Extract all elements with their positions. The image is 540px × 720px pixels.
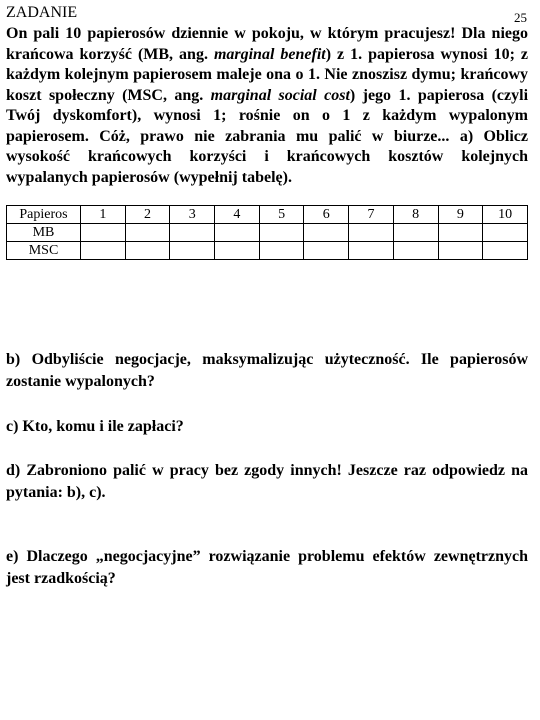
row-label-msc: MSC: [7, 242, 81, 260]
table-cell: [81, 242, 126, 260]
page-number: 25: [514, 10, 527, 25]
table-cell: [483, 224, 528, 242]
table-cell: [349, 242, 394, 260]
table-header-cell: Papieros: [7, 206, 81, 224]
question-e: e) Dlaczego „negocjacyjne” rozwiązanie problemu efektów zewnętrznych jest rzadkością?: [6, 548, 528, 587]
table-cell: [304, 224, 349, 242]
table-cell: [304, 242, 349, 260]
column-header: 4: [215, 206, 260, 224]
table-cell: [215, 224, 260, 242]
question-d: d) Zabroniono palić w pracy bez zgody innych! Jeszcze raz odpowiedz na pytania: b), c).: [6, 462, 528, 501]
column-header: 7: [349, 206, 394, 224]
table-cell: [125, 224, 170, 242]
table-cell: [438, 242, 483, 260]
table-cell: [125, 242, 170, 260]
column-header: 10: [483, 206, 528, 224]
table-header-row: [7, 206, 528, 224]
question-b: b) Odbyliście negocjacje, maksymalizując użyteczność. Ile papierosów zostanie wypalonych?: [6, 351, 528, 390]
column-header: 9: [438, 206, 483, 224]
intro-term-marginal-benefit: marginal benefit: [213, 45, 326, 63]
table-cell: [259, 224, 304, 242]
table-cell: [393, 242, 438, 260]
table-row: [7, 242, 528, 260]
table-cell: [81, 224, 126, 242]
column-header: 6: [304, 206, 349, 224]
column-header: 8: [393, 206, 438, 224]
question-c: c) Kto, komu i ile zapłaci?: [6, 418, 184, 435]
table-cell: [259, 242, 304, 260]
intro-text-3: ) jego 1. papierosa (czyli Twój dyskomfort), wynosi 1; rośnie on o 1 z każdym wypalonym papierosem. Cóż, prawo nie zabrania mu palić w biurze... a) Oblicz wysokość krańcowych korzyści i krańcowych kosztów kolejnych wypalanych papierosów (wypełnij tabelę).: [6, 86, 529, 186]
column-header: 2: [125, 206, 170, 224]
table-cell: [215, 242, 260, 260]
table-cell: [170, 242, 215, 260]
row-label-mb: MB: [7, 224, 81, 242]
table-cell: [483, 242, 528, 260]
intro-text-1: On pali 10 papierosów dziennie w pokoju, w którym pracujesz! Dla niego krańcowa korzyść (MB, ang.: [6, 25, 528, 63]
intro-term-marginal-social-cost: marginal social cost: [210, 86, 350, 104]
answer-table: [6, 205, 528, 260]
table-cell: [393, 224, 438, 242]
problem-statement: [6, 24, 528, 188]
column-header: 3: [170, 206, 215, 224]
section-heading: ZADANIE: [6, 4, 78, 21]
column-header: 5: [259, 206, 304, 224]
table-cell: [438, 224, 483, 242]
table-row: [7, 224, 528, 242]
table-cell: [349, 224, 394, 242]
column-header: 1: [81, 206, 126, 224]
table-cell: [170, 224, 215, 242]
intro-text-2: ) z 1. papierosa wynosi 10; z każdym kolejnym papierosem maleje ona o 1. Nie znoszisz dymu; krańcowy koszt społeczny (MSC, ang.: [6, 45, 529, 104]
